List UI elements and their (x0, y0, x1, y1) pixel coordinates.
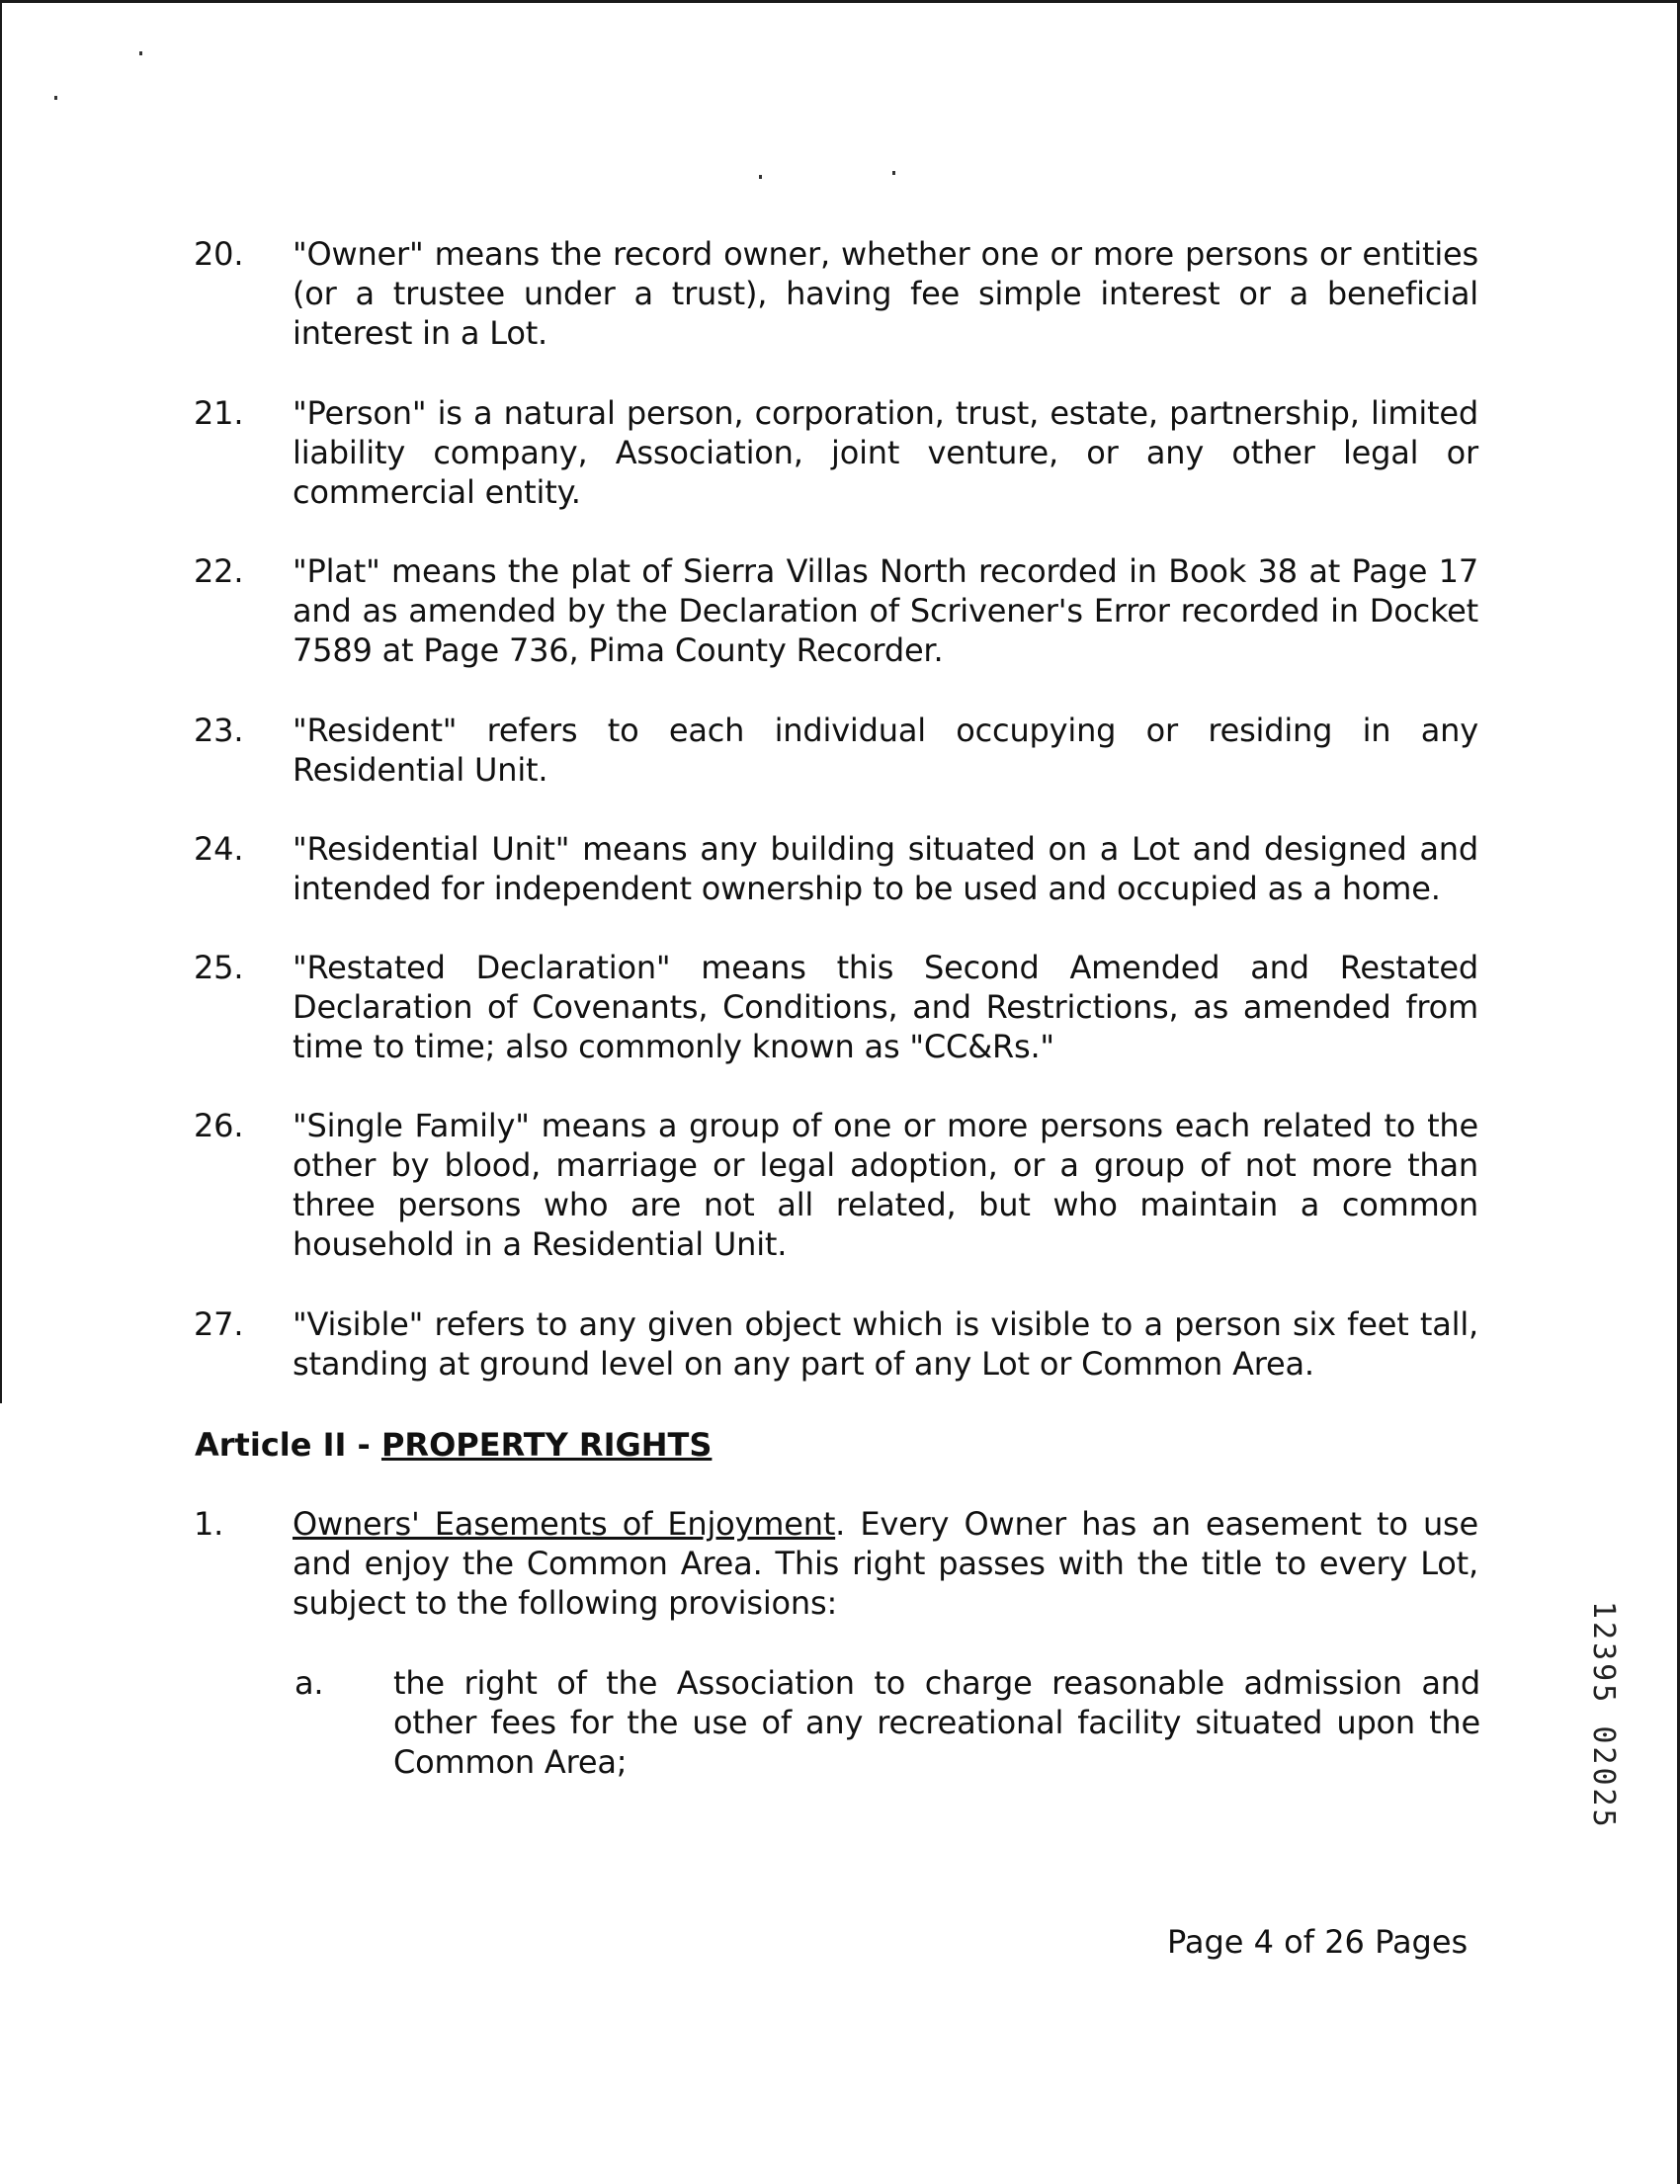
scan-speck (139, 51, 142, 55)
scan-speck (759, 175, 762, 179)
item-text: "Restated Declaration" means this Second Amended and Restated Declaration of Covenants, Conditions, and Restrictions, as amended from time to time; also commonly known as "CC&Rs." (293, 949, 1478, 1065)
item-text: "Visible" refers to any given object which is visible to a person six feet tall, standing at ground level on any part of any Lot or Common Area. (293, 1305, 1478, 1383)
scan-speck (892, 171, 895, 175)
section-heading: Owners' Easements of Enjoyment (293, 1505, 836, 1543)
item-number: 26. (194, 1107, 244, 1144)
item-number: 23. (194, 712, 244, 749)
article-heading (195, 1425, 712, 1465)
definition-item (194, 1106, 1478, 1264)
item-number: 27. (194, 1305, 244, 1343)
item-text: the right of the Association to charge reasonable admission and other fees for the use of any recreational facility situated upon the Common Area; (393, 1664, 1480, 1781)
item-text: "Plat" means the plat of Sierra Villas North recorded in Book 38 at Page 17 and as amended by the Declaration of Scrivener's Error recorded in Docket 7589 at Page 736, Pima County Recorder. (293, 552, 1478, 669)
item-number: 24. (194, 830, 244, 868)
definition-item (194, 551, 1478, 670)
definition-item (194, 234, 1478, 353)
article-prefix: Article II - (195, 1426, 381, 1464)
definition-item (194, 1304, 1478, 1384)
item-number: 25. (194, 949, 244, 986)
scan-speck (54, 96, 57, 100)
article-title: PROPERTY RIGHTS (380, 1426, 713, 1464)
item-text: "Resident" refers to each individual occupying or residing in any Residential Unit. (293, 712, 1478, 789)
section-text: . Every Owner has an easement to use and enjoy the Common Area. This right passes with the title to every Lot, subject to the following provisions: (293, 1505, 1478, 1622)
definition-item (194, 948, 1478, 1066)
item-number: 21. (194, 394, 244, 432)
item-text: "Owner" means the record owner, whether one or more persons or entities (or a trustee under a trust), having fee simple interest or a beneficial interest in a Lot. (293, 235, 1478, 352)
item-text: "Residential Unit" means any building situated on a Lot and designed and intended for independent ownership to be used and occupied as a home. (293, 830, 1478, 907)
item-number: 22. (194, 552, 244, 590)
item-number: 20. (194, 235, 244, 273)
item-text: "Single Family" means a group of one or more persons each related to the other by blood, marriage or legal adoption, or a group of not more than three persons who are not all related, but who maintain a common household in a Residential Unit. (293, 1107, 1478, 1263)
sub-item (294, 1663, 1480, 1782)
section-item (194, 1504, 1478, 1623)
scan-edge-left (0, 0, 2, 1403)
item-text: "Person" is a natural person, corporation, trust, estate, partnership, limited liability company, Association, joint venture, or any other legal or commercial entity. (293, 394, 1478, 511)
scan-edge-top (0, 0, 1680, 3)
definition-item (194, 393, 1478, 512)
page-number: Page 4 of 26 Pages (1167, 1923, 1469, 1961)
item-number: 1. (194, 1505, 224, 1543)
definition-item (194, 711, 1478, 790)
item-letter: a. (294, 1664, 324, 1702)
definition-item (194, 829, 1478, 908)
recording-stamp: 12395 02025 (1586, 1601, 1621, 1830)
